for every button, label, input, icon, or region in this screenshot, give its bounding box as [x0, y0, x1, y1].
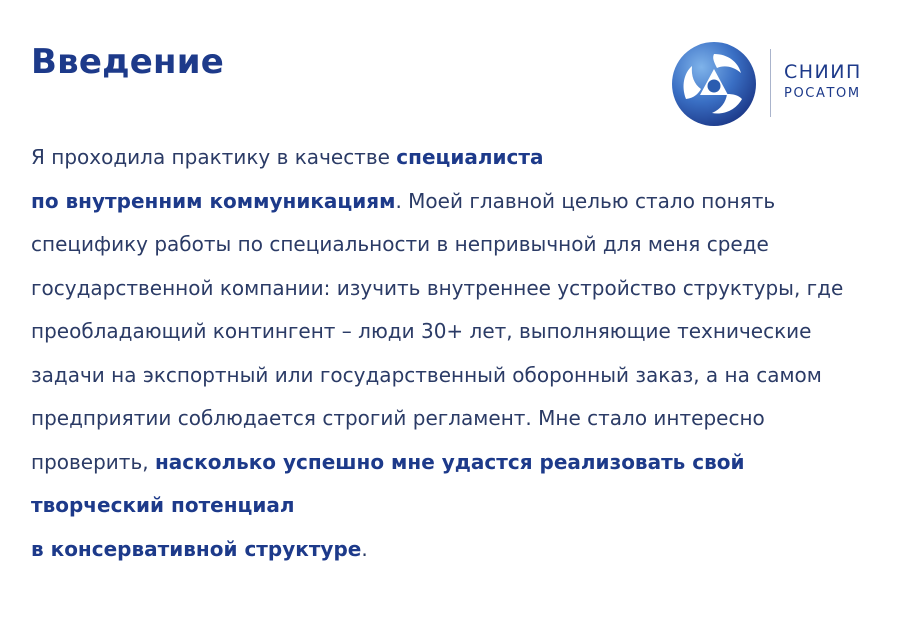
sniip-rosatom-logo [670, 40, 870, 120]
text-segment: . Моей главной целью стало понять специфику работы по специальности в непривычной для меня среде государственной компании: изучить внутреннее устройство структуры, где преобладающий контингент – люди 30+ лет, выполняющие технические задачи на экспортный или государственный оборонный заказ, а на самом предприятии соблюдается строгий регламент. Мне стало интересно проверить, [31, 188, 844, 474]
text-segment: Я проходила практику в качестве [31, 145, 397, 169]
logo-subtitle: РОСАТОМ [784, 86, 861, 101]
highlight-phrase: насколько успешно мне удастся реализовать свой творческий потенциал [31, 449, 745, 517]
highlight-phrase: специалиста [396, 145, 544, 169]
slide-title: Введение [31, 42, 224, 82]
highlight-phrase: по внутренним коммуникациям [31, 188, 396, 213]
intro-paragraph [31, 136, 876, 571]
highlight-phrase: в консервативной структуре [31, 536, 362, 561]
logo-name: СНИИП [784, 61, 862, 83]
logo-divider [770, 49, 771, 117]
text-segment: . [361, 536, 368, 561]
rosatom-atom-icon [670, 40, 758, 128]
